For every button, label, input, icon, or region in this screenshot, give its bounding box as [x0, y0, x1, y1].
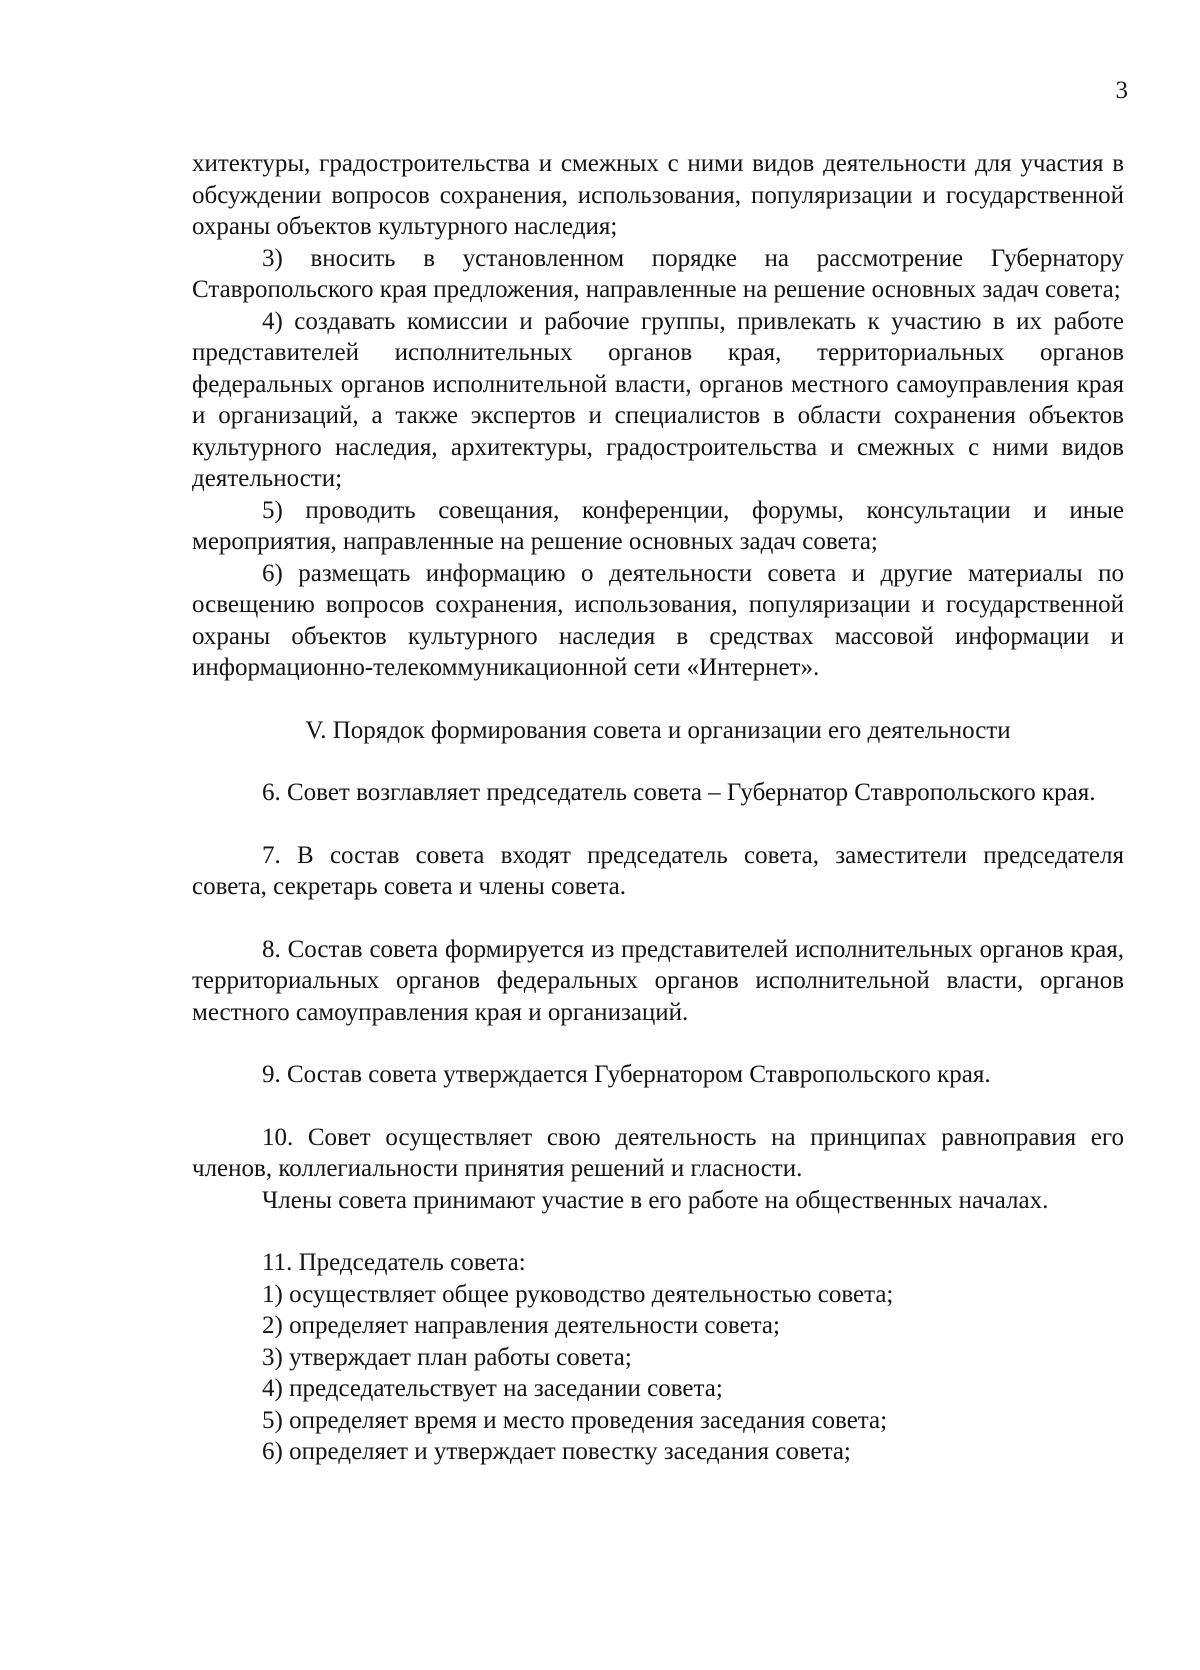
paragraph-continuation: хитектуры, градостроительства и смежных с ними видов деятельности для участия в обсуждении вопросов сохранения, использования, популяризации и государственной охраны объектов культурного наследия; — [192, 150, 1124, 240]
paragraph-clause-9: 9. Состав совета утверждается Губернатором Ставропольского края. — [262, 1061, 991, 1088]
paragraph-clause-6: 6. Совет возглавляет председатель совета – Губернатор Ставропольского края. — [262, 779, 1096, 806]
page-number: 3 — [1115, 77, 1128, 104]
document-body — [192, 148, 1124, 1468]
paragraph-members-note: Члены совета принимают участие в его работе на общественных началах. — [262, 1186, 1049, 1214]
list-item-chair-2: 2) определяет направления деятельности совета; — [262, 1312, 780, 1339]
list-item-chair-6: 6) определяет и утверждает повестку заседания совета; — [262, 1438, 851, 1465]
paragraph-clause-10: 10. Совет осуществляет свою деятельность на принципах равноправия его членов, коллегиальности принятия решений и гласности. — [192, 1123, 1124, 1182]
paragraph-item-5: 5) проводить совещания, конференции, форумы, консультации и иные мероприятия, направленные на решение основных задач совета; — [192, 496, 1124, 555]
list-item-chair-1: 1) осуществляет общее руководство деятельностью совета; — [262, 1280, 894, 1308]
list-item-chair-4: 4) председательствует на заседании совета; — [262, 1375, 723, 1402]
section-heading: V. Порядок формирования совета и организации его деятельности — [305, 716, 1011, 744]
paragraph-item-3: 3) вносить в установленном порядке на рассмотрение Губернатору Ставропольского края предложения, направленные на решение основных задач совета; — [192, 244, 1124, 303]
paragraph-clause-11: 11. Председатель совета: — [262, 1249, 526, 1276]
paragraph-item-6: 6) размещать информацию о деятельности совета и другие материалы по освещению вопросов сохранения, использования, популяризации и государственной охраны объектов культурного наследия в средствах массовой информации и информационно-телекоммуникационной сети «Интернет». — [192, 559, 1124, 681]
paragraph-clause-8: 8. Состав совета формируется из представителей исполнительных органов края, территориальных органов федеральных органов исполнительной власти, органов местного самоуправления края и организаций. — [192, 935, 1124, 1026]
list-item-chair-5: 5) определяет время и место проведения заседания совета; — [262, 1406, 888, 1434]
list-item-chair-3: 3) утверждает план работы совета; — [262, 1343, 632, 1371]
paragraph-clause-7: 7. В состав совета входят председатель совета, заместители председателя совета, секретарь совета и члены совета. — [192, 841, 1124, 900]
paragraph-item-4: 4) создавать комиссии и рабочие группы, привлекать к участию в их работе представителей исполнительных органов края, территориальных органов федеральных органов исполнительной власти, органов местного самоуправления края и организаций, а также экспертов и специалистов в области сохранения объектов культурного наследия, архитектуры, градостроительства и смежных с ними видов деятельности; — [192, 307, 1124, 492]
